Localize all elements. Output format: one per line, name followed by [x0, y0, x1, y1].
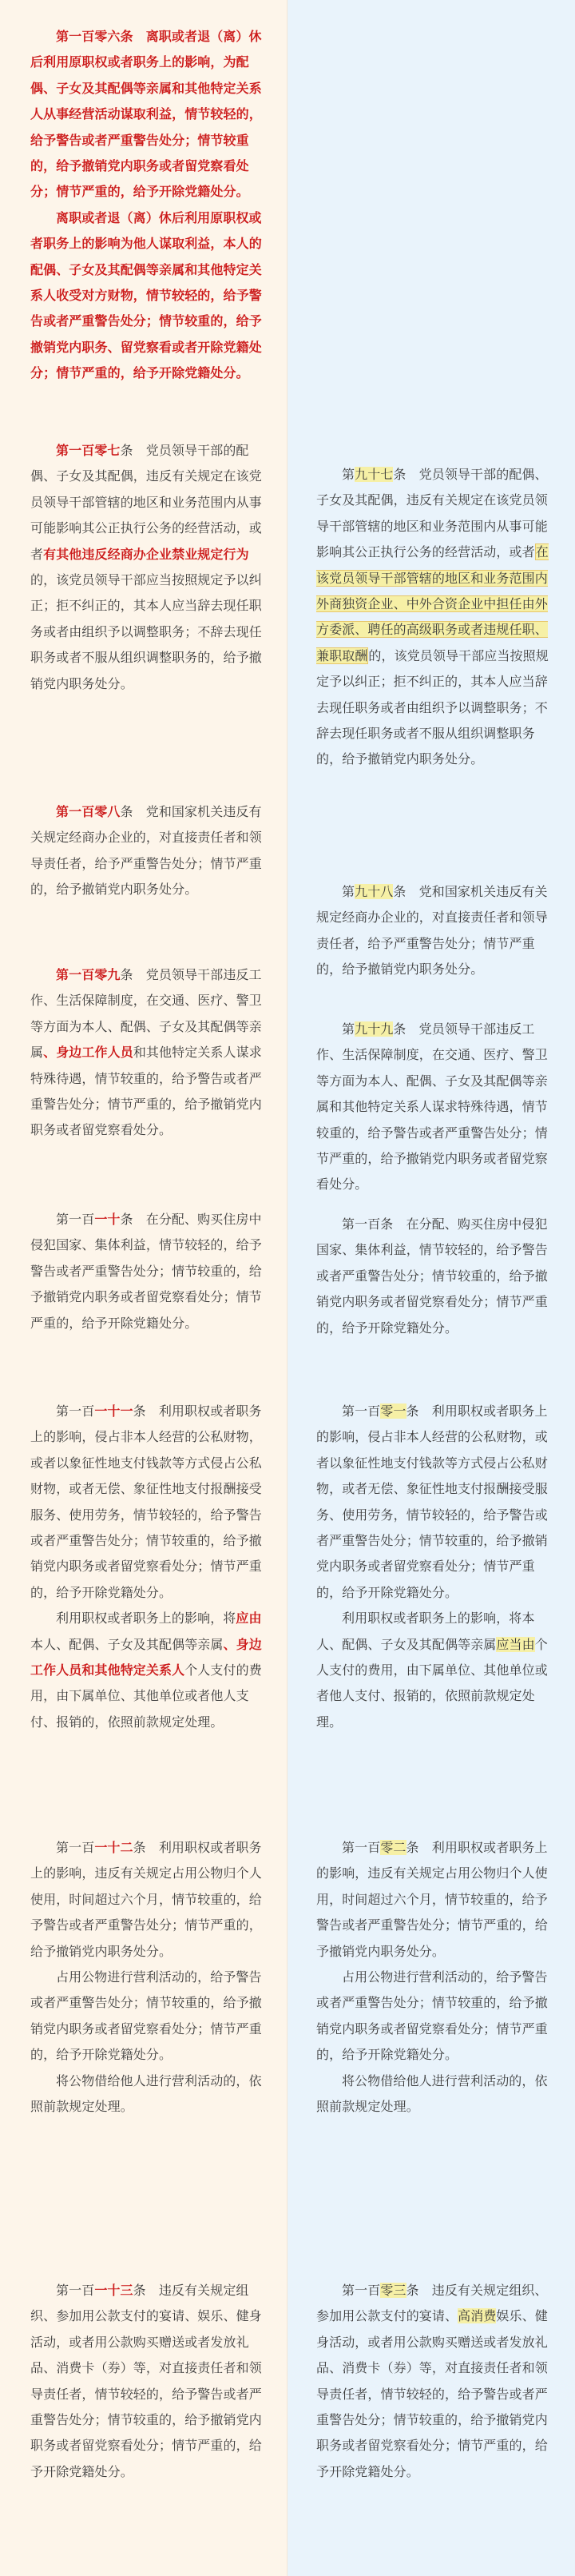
article-103 [316, 2278, 556, 2485]
article-113 [30, 2278, 262, 2485]
article-102-para-2: 占用公物进行营利活动的，给予警告或者严重警告处分；情节较重的，给予撤销党内职务或者留党察看处分；情节严重的，给予开除党籍处分。 [316, 1969, 548, 2063]
article-107-number: 第一百零七 [56, 443, 121, 458]
article-108-para: 第一百零八条 党和国家机关违反有关规定经商办企业的，对直接责任者和领导责任者，给予严重警告处分；情节严重的，给予撤销党内职务处分。 [30, 804, 262, 898]
article-111-number: 一十一 [94, 1403, 133, 1419]
article-98 [316, 879, 556, 983]
article-97 [316, 462, 556, 773]
article-102-para-1: 第一百零二条 利用职权或者职务上的影响，违反有关规定占用公物归个人使用，时间超过六个月，情节较重的，给予警告或者严重警告处分；情节严重的，给予撤销党内职务处分。 [316, 1840, 548, 1959]
article-110 [30, 1207, 262, 1336]
article-99-para: 第九十九条 党员领导干部违反工作、生活保障制度，在交通、医疗、警卫等方面为本人、配偶、子女及其配偶等亲属和其他特定关系人谋求特殊待遇，情节较重的，给予警告或者严重警告处分；情节严重的，给予撤销党内职务或者留党察看处分。 [316, 1021, 548, 1192]
article-106-para-2: 离职或者退（离）休后利用原职权或者职务上的影响为他人谋取利益，本人的配偶、子女及其配偶等亲属和其他特定关系人收受对方财物，情节较轻的，给予警告或者严重警告处分；情节较重的，给予撤销党内职务、留党察看或者开除党籍处分；情节严重的，给予开除党籍处分。 [30, 209, 262, 381]
article-101-highlight: 应当由 [496, 1636, 535, 1652]
article-97-highlight: 在该党员领导干部管辖的地区和业务范围内外商独资企业、中外合资企业中担任由外方委派、聘任的高级职务或者违规任职、兼职取酬 [316, 544, 549, 663]
article-97-number: 九十七 [355, 467, 394, 482]
article-99 [316, 1017, 556, 1198]
article-103-highlight: 高消费 [458, 2308, 497, 2324]
article-101-number: 零一 [380, 1403, 406, 1419]
article-107-added-text: 有其他违反经商办企业禁业规定行为 [43, 546, 249, 562]
article-112-number: 一十二 [94, 1840, 133, 1855]
article-101-para-1: 第一百零一条 利用职权或者职务上的影响，侵占非本人经营的公私财物，或者以象征性地支付钱款等方式侵占公私财物，或者无偿、象征性地支付报酬接受服务、使用劳务，情节较轻的，给予警告或者严重警告处分；情节较重的，给予撤销党内职务或者留党察看处分；情节严重的，给予开除党籍处分。 [316, 1403, 548, 1600]
article-103-number: 零三 [380, 2283, 406, 2298]
article-112-para-3: 将公物借给他人进行营利活动的，依照前款规定处理。 [30, 2072, 262, 2115]
article-106-para-1: 第一百零六条 离职或者退（离）休后利用原职权或者职务上的影响，为配偶、子女及其配偶等亲属和其他特定关系人从事经营活动谋取利益，情节较轻的，给予警告或者严重警告处分；情节较重的，给予撤销党内职务或者留党察看处分；情节严重的，给予开除党籍处分。 [30, 29, 262, 200]
article-110-number: 一十 [94, 1212, 121, 1227]
article-108-number: 第一百零八 [56, 804, 121, 819]
article-113-para: 第一百一十三条 违反有关规定组织、参加用公款支付的宴请、娱乐、健身活动，或者用公款购买赠送或者发放礼品、消费卡（券）等，对直接责任者和领导责任者，情节较轻的，给予警告或者严重警告处分；情节较重的，给予撤销党内职务或者留党察看处分；情节严重的，给予开除党籍处分。 [30, 2283, 262, 2479]
article-112-para-2: 占用公物进行营利活动的，给予警告或者严重警告处分；情节较重的，给予撤销党内职务或者留党察看处分；情节严重的，给予开除党籍处分。 [30, 1969, 262, 2063]
article-102-para-3: 将公物借给他人进行营利活动的，依照前款规定处理。 [316, 2072, 548, 2115]
article-111-para-1: 第一百一十一条 利用职权或者职务上的影响，侵占非本人经营的公私财物，或者以象征性地支付钱款等方式侵占公私财物，或者无偿、象征性地支付报酬接受服务、使用劳务，情节较轻的，给予警告或者严重警告处分；情节较重的，给予撤销党内职务或者留党察看处分；情节严重的，给予开除党籍处分。 [30, 1403, 262, 1600]
article-111 [30, 1399, 262, 1735]
right-column [288, 0, 575, 2576]
article-109 [30, 962, 262, 1144]
article-111-added-text: 、身边工作人员和其他特定关系人 [30, 1636, 262, 1678]
article-109-added-text: 、身边工作人员 [43, 1045, 133, 1061]
article-110-para: 第一百一十条 在分配、购买住房中侵犯国家、集体利益，情节较轻的，给予警告或者严重警告处分；情节较重的，给予撤销党内职务或者留党察看处分；情节严重的，给予开除党籍处分。 [30, 1212, 262, 1331]
article-112-para-1: 第一百一十二条 利用职权或者职务上的影响，违反有关规定占用公物归个人使用，时间超过六个月，情节较重的，给予警告或者严重警告处分；情节严重的，给予撤销党内职务处分。 [30, 1840, 262, 1959]
article-102-number: 零二 [380, 1840, 406, 1855]
article-107-para: 第一百零七条 党员领导干部的配偶、子女及其配偶，违反有关规定在该党员领导干部管辖的地区和业务范围内从事可能影响其公正执行公务的经营活动，或者有其他违反经商办企业禁业规定行为的，该党员领导干部应当按照规定予以纠正；拒不纠正的，其本人应当辞去现任职务或者由组织予以调整职务；不辞去现任职务或者不服从组织调整职务的，给予撤销党内职务处分。 [30, 443, 262, 691]
article-100-para: 第一百条 在分配、购买住房中侵犯国家、集体利益，情节较轻的，给予警告或者严重警告处分；情节较重的，给予撤销党内职务或者留党察看处分；情节严重的，给予开除党籍处分。 [316, 1216, 548, 1336]
article-112 [30, 1835, 262, 2120]
article-108 [30, 799, 262, 903]
article-113-number: 一十三 [94, 2283, 133, 2298]
article-101-para-2: 利用职权或者职务上的影响，将本人、配偶、子女及其配偶等亲属应当由个人支付的费用，由下属单位、其他单位或者他人支付、报销的，依照前款规定处理。 [316, 1610, 548, 1730]
article-111-para-2: 利用职权或者职务上的影响，将应由本人、配偶、子女及其配偶等亲属、身边工作人员和其他特定关系人个人支付的费用，由下属单位、其他单位或者他人支付、报销的，依照前款规定处理。 [30, 1610, 262, 1730]
article-103-para: 第一百零三条 违反有关规定组织、参加用公款支付的宴请、高消费娱乐、健身活动，或者用公款购买赠送或者发放礼品、消费卡（券）等，对直接责任者和领导责任者，情节较轻的，给予警告或者严重警告处分；情节较重的，给予撤销党内职务或者留党察看处分；情节严重的，给予开除党籍处分。 [316, 2283, 548, 2479]
article-98-para: 第九十八条 党和国家机关违反有关规定经商办企业的，对直接责任者和领导责任者，给予严重警告处分；情节严重的，给予撤销党内职务处分。 [316, 884, 548, 977]
article-98-number: 九十八 [355, 884, 394, 899]
column-divider [287, 0, 288, 2576]
article-109-number: 第一百零九 [56, 967, 121, 982]
article-100 [316, 1212, 556, 1341]
article-101 [316, 1399, 556, 1735]
article-97-para: 第九十七条 党员领导干部的配偶、子女及其配偶，违反有关规定在该党员领导干部管辖的地区和业务范围内从事可能影响其公正执行公务的经营活动，或者在该党员领导干部管辖的地区和业务范围内外商独资企业、中外合资企业中担任由外方委派、聘任的高级职务或者违规任职、兼职取酬的，该党员领导干部应当按照规定予以纠正；拒不纠正的，其本人应当辞去现任职务或者由组织予以调整职务；不辞去现任职务或者不服从组织调整职务的，给予撤销党内职务处分。 [316, 467, 549, 767]
article-99-number: 九十九 [355, 1021, 394, 1037]
article-107 [30, 438, 262, 697]
article-109-para: 第一百零九条 党员领导干部违反工作、生活保障制度，在交通、医疗、警卫等方面为本人、配偶、子女及其配偶等亲属、身边工作人员和其他特定关系人谋求特殊待遇，情节较重的，给予警告或者严重警告处分；情节严重的，给予撤销党内职务或者留党察看处分。 [30, 967, 262, 1138]
article-102 [316, 1835, 556, 2120]
article-106 [30, 24, 262, 387]
